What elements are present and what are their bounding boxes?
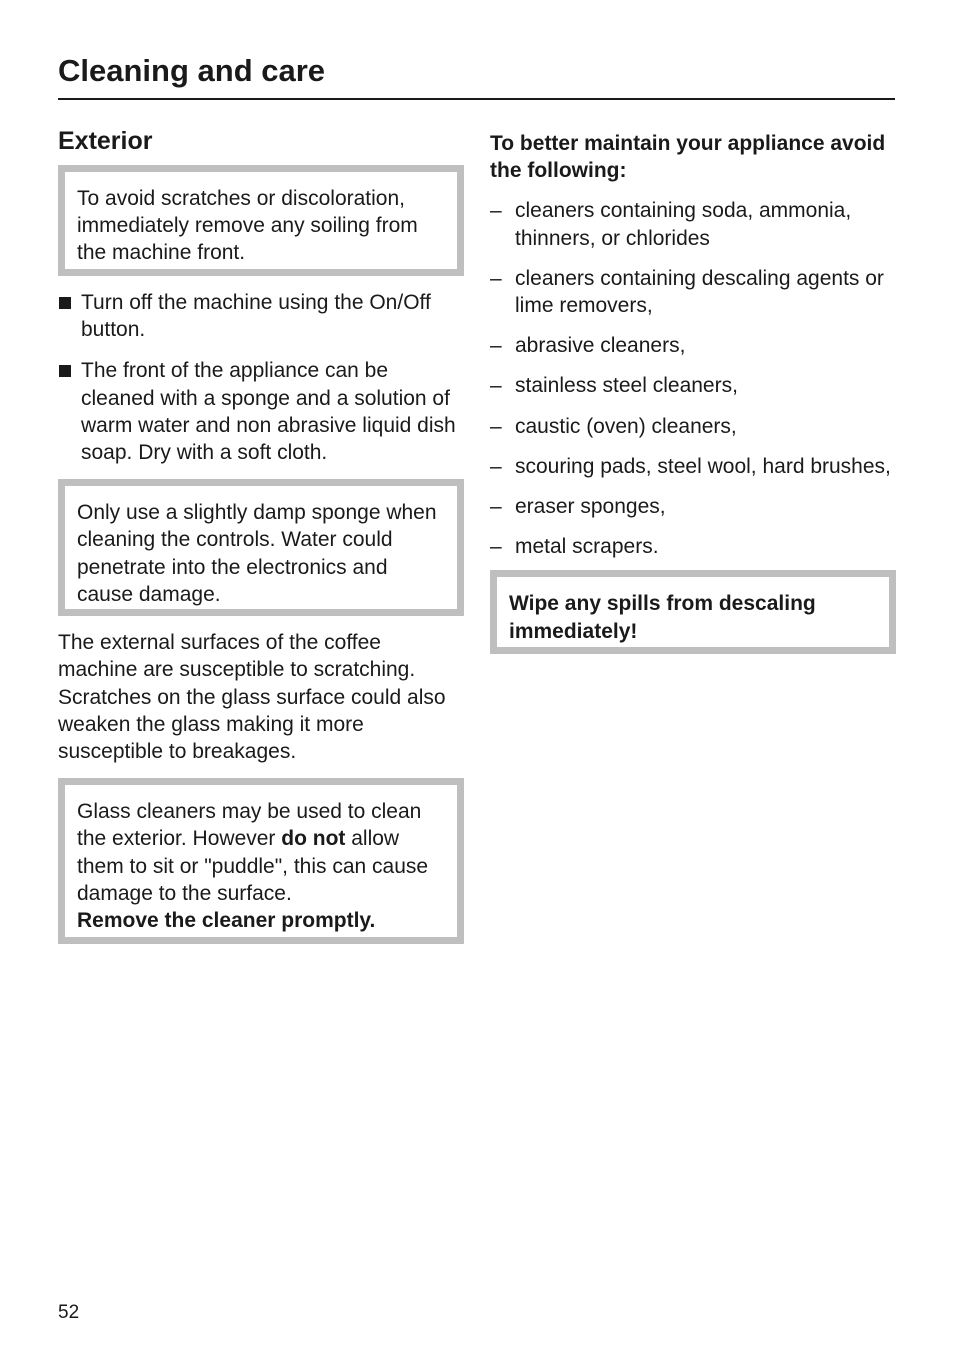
avoid-item-text: metal scrapers. <box>515 535 659 559</box>
dash-icon: – <box>490 454 502 478</box>
note-box-damp-sponge <box>58 479 464 616</box>
right-column <box>490 130 896 654</box>
avoid-item-text: cleaners containing soda, ammonia, thinners, or chlorides <box>515 199 852 250</box>
warning-box-descaling <box>490 570 896 654</box>
bullet-text: Turn off the machine using the On/Off button. <box>81 291 431 342</box>
avoid-item-text: stainless steel cleaners, <box>515 374 738 398</box>
title-divider <box>58 98 895 100</box>
paragraph-external-surfaces: The external surfaces of the coffee machine are susceptible to scratching. Scratches on the glass surface could also weaken the glass making it more susceptible to breakages. <box>58 631 446 764</box>
avoid-item-text: eraser sponges, <box>515 495 666 519</box>
list-item <box>490 453 896 480</box>
note-text-glass-cleaners: Glass cleaners may be used to clean the exterior. However <box>77 800 422 851</box>
list-item <box>490 413 896 440</box>
list-item <box>58 289 464 343</box>
note-box-scratches <box>58 165 464 276</box>
avoid-item-text: scouring pads, steel wool, hard brushes, <box>515 454 891 478</box>
note-text-scratches: To avoid scratches or discoloration, immediately remove any soiling from the machine front. <box>77 187 418 265</box>
note-text-remove-promptly: Remove the cleaner promptly. <box>77 909 376 933</box>
section-heading-exterior: Exterior <box>58 127 153 155</box>
list-item <box>58 357 464 466</box>
page-number: 52 <box>58 1302 80 1323</box>
list-item <box>490 533 896 560</box>
bullet-list <box>58 289 464 466</box>
dash-icon: – <box>490 535 502 559</box>
warning-text-descaling: Wipe any spills from descaling immediately! <box>509 592 816 643</box>
bullet-text: The front of the appliance can be cleaned with a sponge and a solution of warm water and non abrasive liquid dish soap. Dry with a soft cloth. <box>81 359 456 465</box>
square-bullet-icon <box>59 365 71 377</box>
note-text-puddle: allow them to sit or "puddle", this can cause damage to the surface. <box>77 827 429 905</box>
note-box-glass-cleaners <box>58 778 464 944</box>
avoid-heading: To better maintain your appliance avoid the following: <box>490 132 886 183</box>
dash-icon: – <box>490 199 502 223</box>
list-item <box>490 265 896 319</box>
list-item <box>490 332 896 359</box>
avoid-item-text: abrasive cleaners, <box>515 334 686 358</box>
list-item <box>490 372 896 399</box>
dash-icon: – <box>490 414 502 438</box>
dash-icon: – <box>490 266 502 290</box>
note-text-do-not: do not <box>281 827 346 851</box>
note-text-damp-sponge: Only use a slightly damp sponge when cleaning the controls. Water could penetrate into the electronics and cause damage. <box>77 501 437 606</box>
page-title: Cleaning and care <box>58 53 326 88</box>
avoid-item-text: caustic (oven) cleaners, <box>515 414 737 438</box>
list-item <box>490 197 896 251</box>
square-bullet-icon <box>59 297 71 309</box>
dash-icon: – <box>490 334 502 358</box>
avoid-list <box>490 197 896 560</box>
avoid-item-text: cleaners containing descaling agents or lime removers, <box>515 266 884 318</box>
dash-icon: – <box>490 495 502 519</box>
left-column <box>58 124 464 944</box>
dash-icon: – <box>490 374 502 398</box>
list-item <box>490 493 896 520</box>
